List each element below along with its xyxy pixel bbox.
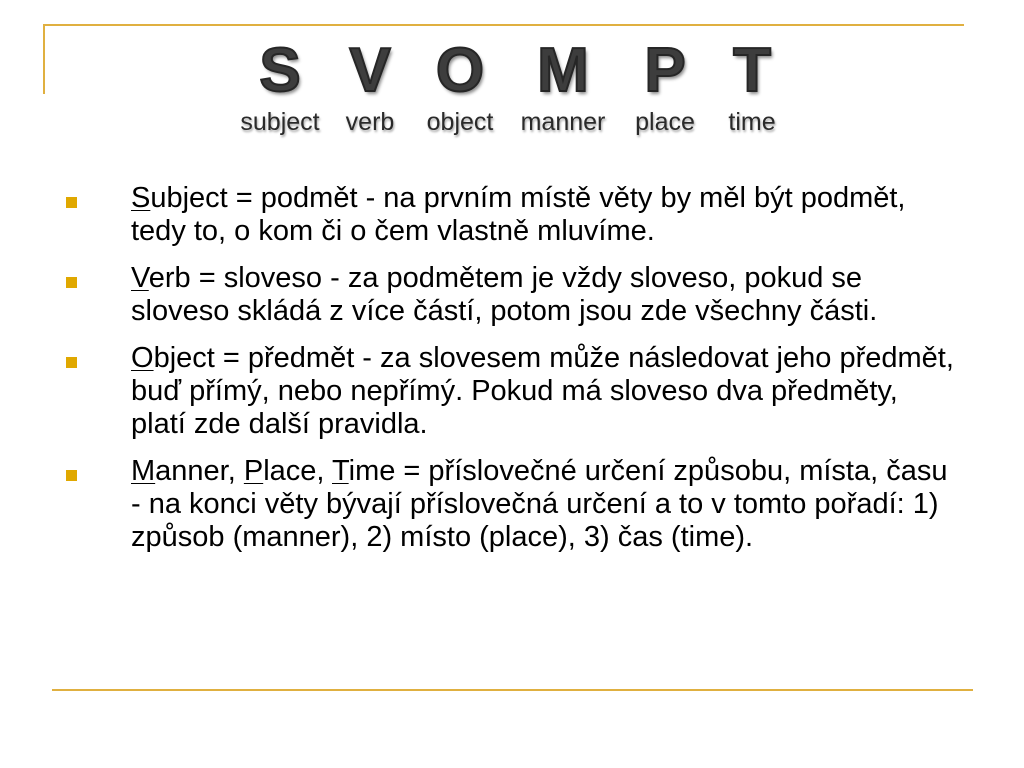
item-text: ubject = podmět - na prvním místě věty by měl být podmět, tedy to, o kom či o čem vlastně mluvíme.: [131, 182, 906, 247]
banner-letter: P: [644, 36, 686, 105]
banner-word: manner: [520, 108, 606, 136]
banner-word: subject: [240, 108, 320, 136]
banner-col-place: [630, 38, 700, 136]
underlined-initial: O: [131, 342, 154, 374]
banner-word: time: [728, 108, 776, 136]
banner-word: verb: [345, 108, 395, 136]
square-bullet-icon: [66, 277, 77, 288]
banner-col-manner: [518, 38, 608, 136]
banner-letter: S: [259, 36, 301, 105]
square-bullet-icon: [66, 357, 77, 368]
item-text: erb = sloveso - za podmětem je vždy sloveso, pokud se sloveso skládá z více částí, potom jsou zde všechny části.: [131, 262, 878, 327]
banner-letter: V: [349, 36, 391, 105]
banner-word: place: [635, 108, 695, 136]
list-item: [60, 262, 960, 328]
list-item: [60, 455, 960, 554]
left-border-line: [43, 24, 45, 94]
list-item: [60, 182, 960, 248]
bottom-border-line: [52, 689, 973, 691]
square-bullet-icon: [66, 197, 77, 208]
banner-word: object: [426, 108, 494, 136]
square-bullet-icon: [66, 470, 77, 481]
top-border-line: [43, 24, 964, 26]
item-text: anner,: [155, 455, 244, 487]
svompt-banner: [230, 38, 790, 142]
item-text: bject = předmět - za slovesem může následovat jeho předmět, buď přímý, nebo nepřímý. Pokud má sloveso dva předměty, platí zde další pravidla.: [131, 342, 954, 440]
underlined-initial: V: [131, 262, 149, 294]
bullet-list: [60, 182, 960, 568]
banner-col-time: [722, 38, 782, 136]
banner-letter: M: [537, 36, 589, 105]
underlined-initial: P: [243, 455, 264, 487]
banner-letter: O: [435, 36, 485, 105]
banner-letter: T: [733, 36, 771, 105]
item-text: lace,: [263, 455, 332, 487]
underlined-initial: S: [131, 182, 151, 214]
item-text: ime = příslovečné určení způsobu, místa, času - na konci věty bývají příslovečná určení a to v tomto pořadí: 1) způsob (manner), 2) místo (place), 3) čas (time).: [131, 455, 948, 553]
underlined-initial: T: [332, 455, 349, 487]
banner-col-verb: [340, 38, 400, 136]
underlined-initial: M: [131, 455, 156, 487]
banner-col-subject: [238, 38, 322, 136]
banner-col-object: [420, 38, 500, 136]
list-item: [60, 342, 960, 441]
